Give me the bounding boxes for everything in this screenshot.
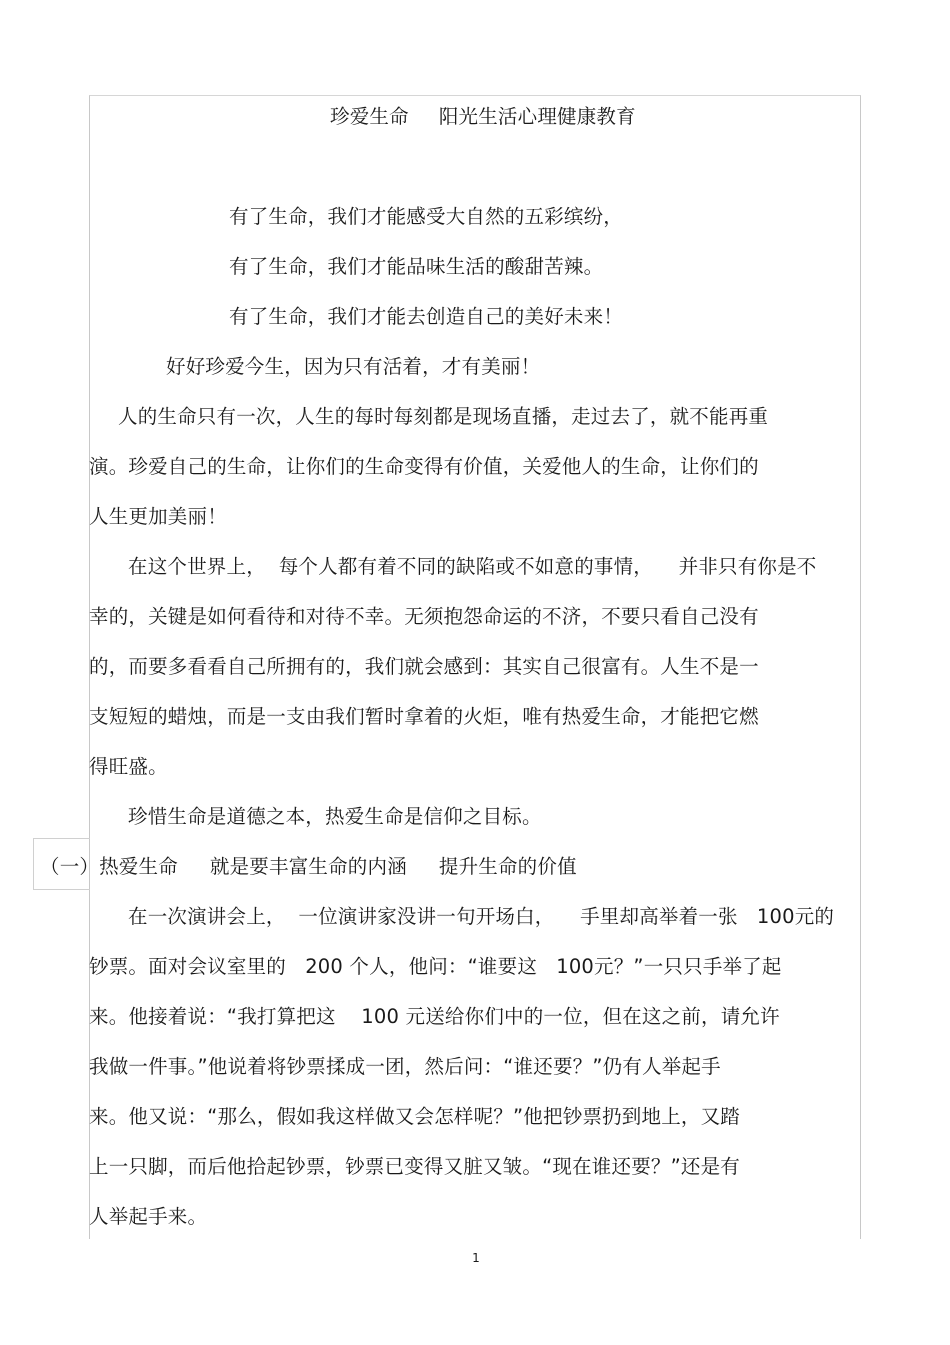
title-part-2: 阳光生活心理健康教育 [438, 105, 636, 128]
poem-line: 好好珍爱今生，因为只有活着，才有美丽！ [166, 355, 541, 378]
paragraph-line: 我做一件事。”他说着将钞票揉成一团，然后问：“谁还要？”仍有人举起手 [89, 1055, 721, 1078]
paragraph-line: 支短短的蜡烛，而是一支由我们暂时拿着的火炬，唯有热爱生命，才能把它燃 [89, 705, 759, 728]
paragraph-line: 珍惜生命是道德之本，热爱生命是信仰之目标。 [128, 805, 542, 828]
paragraph-line: 幸的，关键是如何看待和对待不幸。无须抱怨命运的不济，不要只看自己没有 [89, 605, 759, 628]
paragraph-line: 来。他接着说：“我打算把这 100 元送给你们中的一位，但在这之前，请允许 [89, 1005, 780, 1028]
paragraph-line: 人的生命只有一次，人生的每时每刻都是现场直播，走过去了，就不能再重 [118, 405, 769, 428]
document-title [330, 104, 636, 130]
paragraph-line: 钞票。面对会议室里的 200 个人，他问：“谁要这 100元？”一只只手举了起 [89, 955, 782, 978]
page-number: 1 [472, 1251, 480, 1265]
poem-line: 有了生命，我们才能感受大自然的五彩缤纷， [229, 205, 624, 228]
paragraph-line: 人举起手来。 [89, 1205, 208, 1228]
section-heading: （一）热爱生命 就是要丰富生命的内涵 提升生命的价值 [40, 855, 577, 878]
paragraph-line: 在一次演讲会上， 一位演讲家没讲一句开场白， 手里却高举着一张 100元的 [128, 905, 835, 928]
poem-line: 有了生命，我们才能去创造自己的美好未来！ [229, 305, 624, 328]
title-part-1: 珍爱生命 [330, 105, 409, 128]
paragraph-line: 来。他又说：“那么，假如我这样做又会怎样呢？”他把钞票扔到地上，又踏 [89, 1105, 741, 1128]
poem-line: 有了生命，我们才能品味生活的酸甜苦辣。 [229, 255, 604, 278]
paragraph-line: 在这个世界上， 每个人都有着不同的缺陷或不如意的事情， 并非只有你是不 [128, 555, 817, 578]
paragraph-line: 演。珍爱自己的生命，让你们的生命变得有价值，关爱他人的生命，让你们的 [89, 455, 759, 478]
paragraph-line: 的，而要多看看自己所拥有的，我们就会感到：其实自己很富有。人生不是一 [89, 655, 759, 678]
paragraph-line: 上一只脚，而后他拾起钞票，钞票已变得又脏又皱。“现在谁还要？”还是有 [89, 1155, 741, 1178]
paragraph-line: 人生更加美丽！ [89, 505, 227, 528]
paragraph-line: 得旺盛。 [89, 755, 168, 778]
